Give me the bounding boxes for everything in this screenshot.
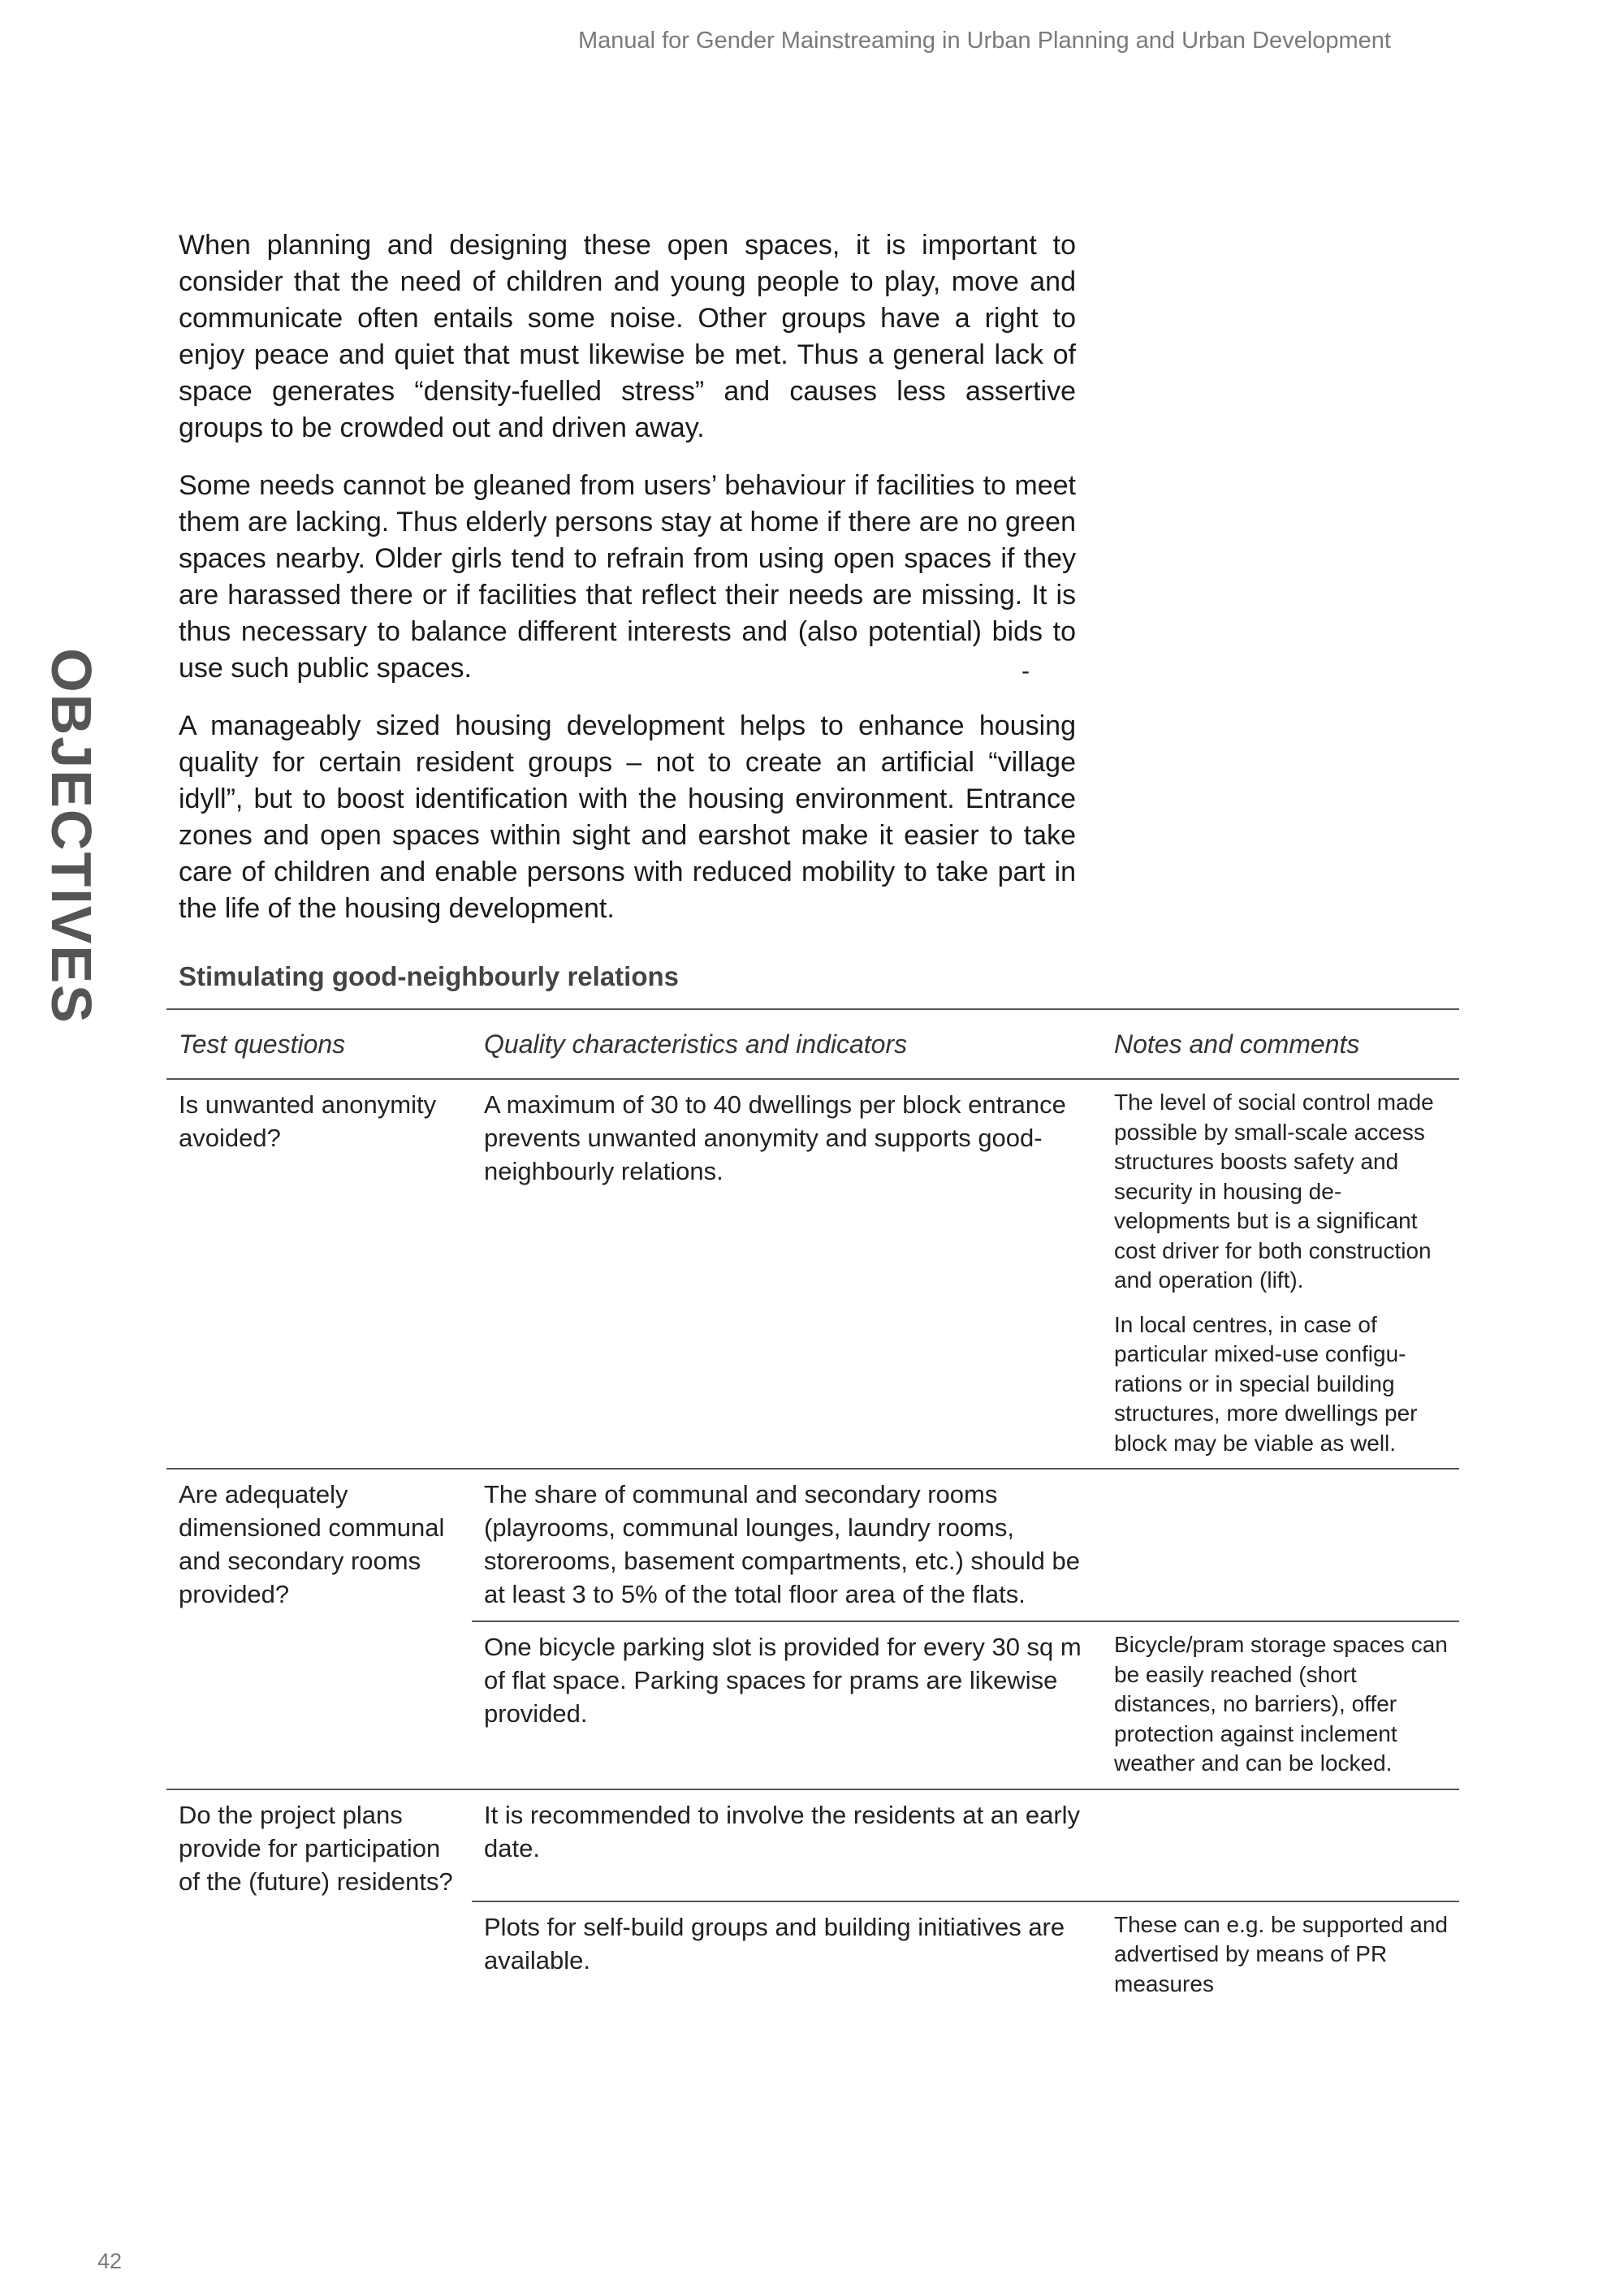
quality-characteristic-cell: One bicycle parking slot is provided for every 30 sq m of flat space. Parking spaces for prams are likewise provided. (472, 1621, 1102, 1789)
note-paragraph: These can e.g. be supported and advertised by means of PR measures (1114, 1911, 1448, 1996)
header-quality-characteristics: Quality characteristics and indicators (472, 1009, 1102, 1079)
note-cell (1102, 1469, 1459, 1621)
note-paragraph: The level of social control made possible by small-scale access structures boosts safety and security in housing developments but is a significant cost driver for both construction and operation (lift). (1114, 1090, 1434, 1293)
table-row (166, 1079, 1459, 1469)
header-notes-comments: Notes and comments (1102, 1009, 1459, 1079)
page-number: 42 (97, 2249, 123, 2273)
note-cell (1102, 1621, 1459, 1789)
note-paragraph: In local centres, in case of particular mixed-use configurations or in special building structures, more dwellings per block may be viable as well. (1114, 1311, 1418, 1456)
quality-characteristic-cell: The share of communal and secondary rooms (playrooms, communal lounges, laundry rooms, storerooms, basement compartments, etc.) should be at least 3 to 5% of the total floor area of the flats. (472, 1469, 1102, 1621)
body-text (179, 227, 1076, 948)
note-cell (1102, 1079, 1459, 1469)
table-row (166, 1469, 1459, 1621)
note-cell (1102, 1789, 1459, 1901)
section-heading: Stimulating good-neighbourly relations (179, 961, 679, 991)
stray-mark: - (1021, 658, 1030, 684)
section-side-label: OBJECTIVES (40, 648, 103, 1025)
body-paragraph: Some needs cannot be gleaned from users’ behaviour if facilities to meet them are lacking. Thus elderly persons stay at home if there are no green spaces nearby. Older girls tend to refrain from using open spaces if they are harassed there or if facilities that reflect their needs are missing. It is thus necessary to balance different interests and (also potential) bids to use such public spaces. (179, 470, 1076, 684)
body-paragraph: A manageably sized housing development helps to enhance housing quality for certain resident groups – not to create an artificial “village idyll”, but to boost identification with the housing environment. Entrance zones and open spaces within sight and earshot make it easier to take care of children and enable persons with reduced mobility to take part in the life of the housing development. (179, 710, 1076, 924)
table-header-row (166, 1009, 1459, 1079)
test-question-cell: Do the project plans provide for participation of the (future) residents? (166, 1789, 472, 2009)
test-question-cell: Are adequately dimensioned communal and secondary rooms provided? (166, 1469, 472, 1789)
criteria-table (166, 1008, 1459, 2009)
note-paragraph: Bicycle/pram storage spaces can be easily reached (short distances, no barriers), offer protection against inclement weather and can be locked. (1114, 1632, 1448, 1776)
table-row (166, 1789, 1459, 1901)
quality-characteristic-cell: It is recommended to involve the residents at an early date. (472, 1789, 1102, 1901)
running-header: Manual for Gender Mainstreaming in Urban Planning and Urban Development (577, 28, 1391, 54)
quality-characteristic-cell: Plots for self-build groups and building initiatives are available. (472, 1901, 1102, 2009)
test-question-cell: Is unwanted anonymity avoided? (179, 1090, 437, 1152)
header-test-questions: Test questions (166, 1009, 472, 1079)
quality-characteristic-cell: A maximum of 30 to 40 dwellings per block entrance prevents unwanted anonymity and supports good-neighbourly relations. (484, 1090, 1066, 1185)
body-paragraph: When planning and designing these open spaces, it is important to consider that the need of children and young people to play, move and communicate often entails some noise. Other groups have a right to enjoy peace and quiet that must likewise be met. Thus a general lack of space generates “density-fuelled stress” and causes less assertive groups to be crowded out and driven away. (179, 230, 1076, 443)
note-cell (1102, 1901, 1459, 2009)
